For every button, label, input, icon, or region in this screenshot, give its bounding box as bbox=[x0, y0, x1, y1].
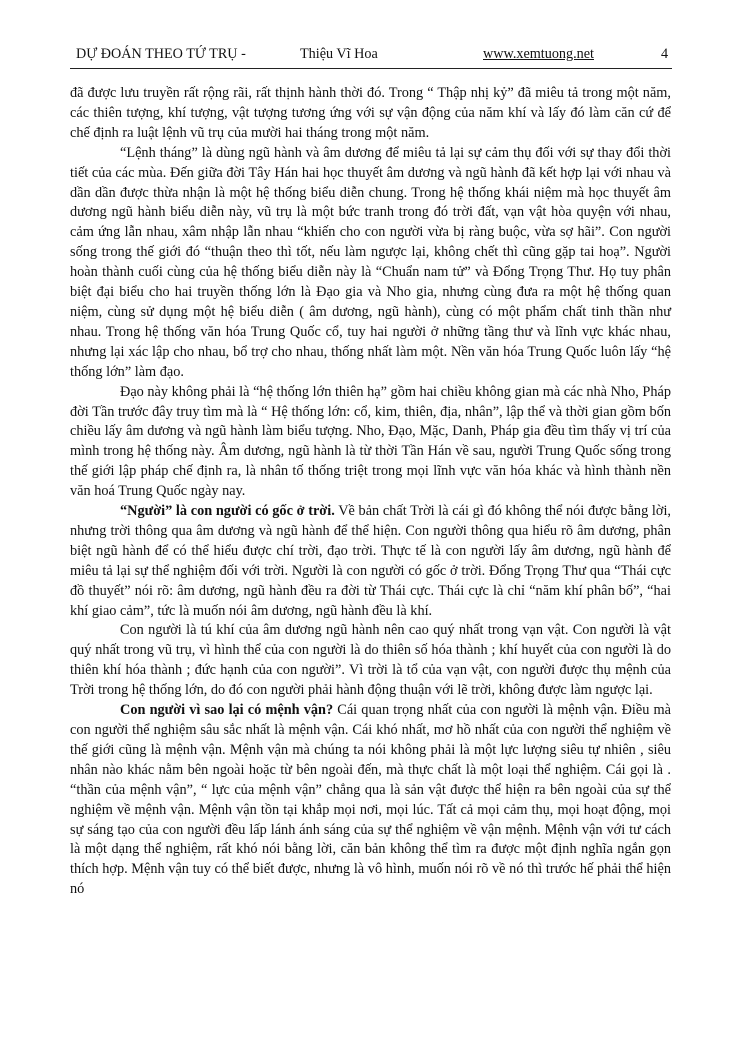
paragraph-menh-van bbox=[70, 701, 671, 900]
header-book-title: DỰ ĐOÁN THEO TỨ TRỤ - bbox=[76, 46, 246, 62]
page-header bbox=[70, 46, 672, 69]
paragraph-lead-bold: “Người” là con người có gốc ở trời. bbox=[120, 503, 335, 520]
page-number: 4 bbox=[661, 46, 669, 62]
paragraph-text: Cái quan trọng nhất của con người là mệnh vận. Điều mà con người thể nghiệm sâu sắc nhất là mệnh vận. Cái khó nhất, mơ hồ nhất của con người thể nghiệm về thế giới cũng là mệnh vận. Mệnh vận mà chúng ta nói không phải là một lực lượng siêu tự nhiên , siêu nhân nào khác nằm bên ngoài hoặc từ bên ngoài đến, mà thực chất là một loại thể nghiệm. Cái gọi là . “thần của mệnh vận”, “ lực của mệnh vận” chẳng qua là sản vật được thể hiện ra bên ngoài của sự thể nghiệm về mệnh vận. Mệnh vận tồn tại khắp mọi nơi, mọi lúc. Tất cả mọi cảm thụ, mọi hoạt động, mọi sự sáng tạo của con người đều lấp lánh ánh sáng của sự thể nghiệm về vận mệnh. Mệnh vận với tư cách là một dạng thể nghiệm, rất khó nói bằng lời, căn bản không thể tìm ra được một định nghĩa ngắn gọn thích hợp. Mệnh vận tuy có thể biết được, nhưng là vô hình, muốn nói rõ về nó thì trước hế phải thể hiện nó bbox=[70, 702, 671, 898]
header-author: Thiệu Vĩ Hoa bbox=[300, 46, 378, 62]
paragraph-dao: Đạo này không phải là “hệ thống lớn thiên hạ” gồm hai chiều không gian mà các nhà Nho, Pháp đời Tần trước đây truy tìm mà là “ Hệ thống lớn: cổ, kim, thiên, địa, nhân”, lập thể và thời gian gồm bốn chiều lấy âm dương và ngũ hành làm biểu tượng. Nho, Đạo, Mặc, Danh, Pháp gia đều tìm thấy vị trí của mình trong hệ thống này. Âm dương, ngũ hành là từ thời Tần Hán về sau, người Trung Quốc sống trong thế giới lập pháp chế định ra, là nhân tố thống triệt trong mọi lĩnh vực văn hóa khác và hình thành nền văn hoá Trung Quốc ngày nay. bbox=[70, 383, 671, 500]
paragraph-text: Về bản chất Trời là cái gì đó không thể nói được bằng lời, nhưng trời thông qua âm dương và ngũ hành để thể hiện. Con người thông qua hiểu rõ âm dương, phân biệt ngũ hành để có thể hiểu được chí trời, đạo trời. Thực tế là con người lấy âm dương, ngũ hành để miêu tả lại sự thể nghiệm đối với trời. Người là con người có gốc ở trời. Đổng Trọng Thư qua “Thái cực đồ thuyết” nói rõ: âm dương, ngũ hành đều ra đời từ Thái cực. Thái cực là chỉ “năm khí phân bố”, “hai khí giao cảm”, tức là muốn nói âm dương, ngũ hành đều là khí. bbox=[70, 503, 671, 619]
paragraph-lead-bold: Con người vì sao lại có mệnh vận? bbox=[120, 702, 334, 719]
paragraph-lenh-thang: “Lệnh tháng” là dùng ngũ hành và âm dương để miêu tả lại sự cảm thụ đối với sự thay đổi thời tiết của các mùa. Đến giữa đời Tây Hán hai học thuyết âm dương và ngũ hành đã kết hợp lại với nhau và dần dần được thừa nhận là một hệ thống biểu diễn chung. Trong hệ thống khái niệm mà học thuyết âm dương ngũ hành biểu diễn này, vũ trụ là một bức tranh trong đó trời đất, vạn vật hòa quyện với nhau, cảm ứng lẫn nhau, xâm nhập lẫn nhau “khiến cho con người vừa bị ràng buộc, vừa sợ hãi”. Con người sống trong thế giới đó “thuận theo thì tốt, nếu làm ngược lại, không chết thì cũng gặp tai hoạ”. Người hoàn thành cuối cùng của hệ thống biểu diễn này là “Chuẩn nam tử” và Đổng Trọng Thư. Họ tuy phân biệt đại biểu cho hai truyền thống lớn là Đạo gia và Nho gia, nhưng cùng đưa ra một hệ thống quan niệm, cùng sử dụng một hệ biểu diễn ( âm dương, ngũ hành), cùng có một phẩm chất tinh thần như nhau. Trong hệ thống văn hóa Trung Quốc cổ, tuy hai người ở những tầng thư và lĩnh vực khác nhau, nhưng lại xác lập cho nhau, bổ trợ cho nhau, thống nhất làm một. Nền văn hóa Trung Quốc luôn lấy “hệ thống lớn” làm đạo. bbox=[70, 144, 671, 380]
document-body bbox=[70, 84, 671, 900]
paragraph-continuation: đã được lưu truyền rất rộng rãi, rất thịnh hành thời đó. Trong “ Thập nhị kỷ” đã miêu tả trong một năm, các thiên tượng, khí tượng, vật tượng tương ứng với sự vận động của năm khí và lấy đó làm căn cứ để chế định ra luật lệnh vũ trụ của mười hai tháng trong một năm. bbox=[70, 85, 671, 141]
paragraph-tu-khi: Con người là tú khí của âm dương ngũ hành nên cao quý nhất trong vạn vật. Con người là vật quý nhất trong vũ trụ, vì hình thể của con người là do thiên số hóa thành ; khí huyết của con người là do thiên khí hóa thành ; đức hạnh của con người”. Vì trời là tổ của vạn vật, con người được thụ mệnh của Trời trong hệ thống lớn, do đó con người phải hành động thuận với lẽ trời, không được làm ngược lại. bbox=[70, 622, 671, 699]
header-website-link[interactable]: www.xemtuong.net bbox=[483, 46, 594, 62]
paragraph-nguoi bbox=[70, 502, 671, 621]
